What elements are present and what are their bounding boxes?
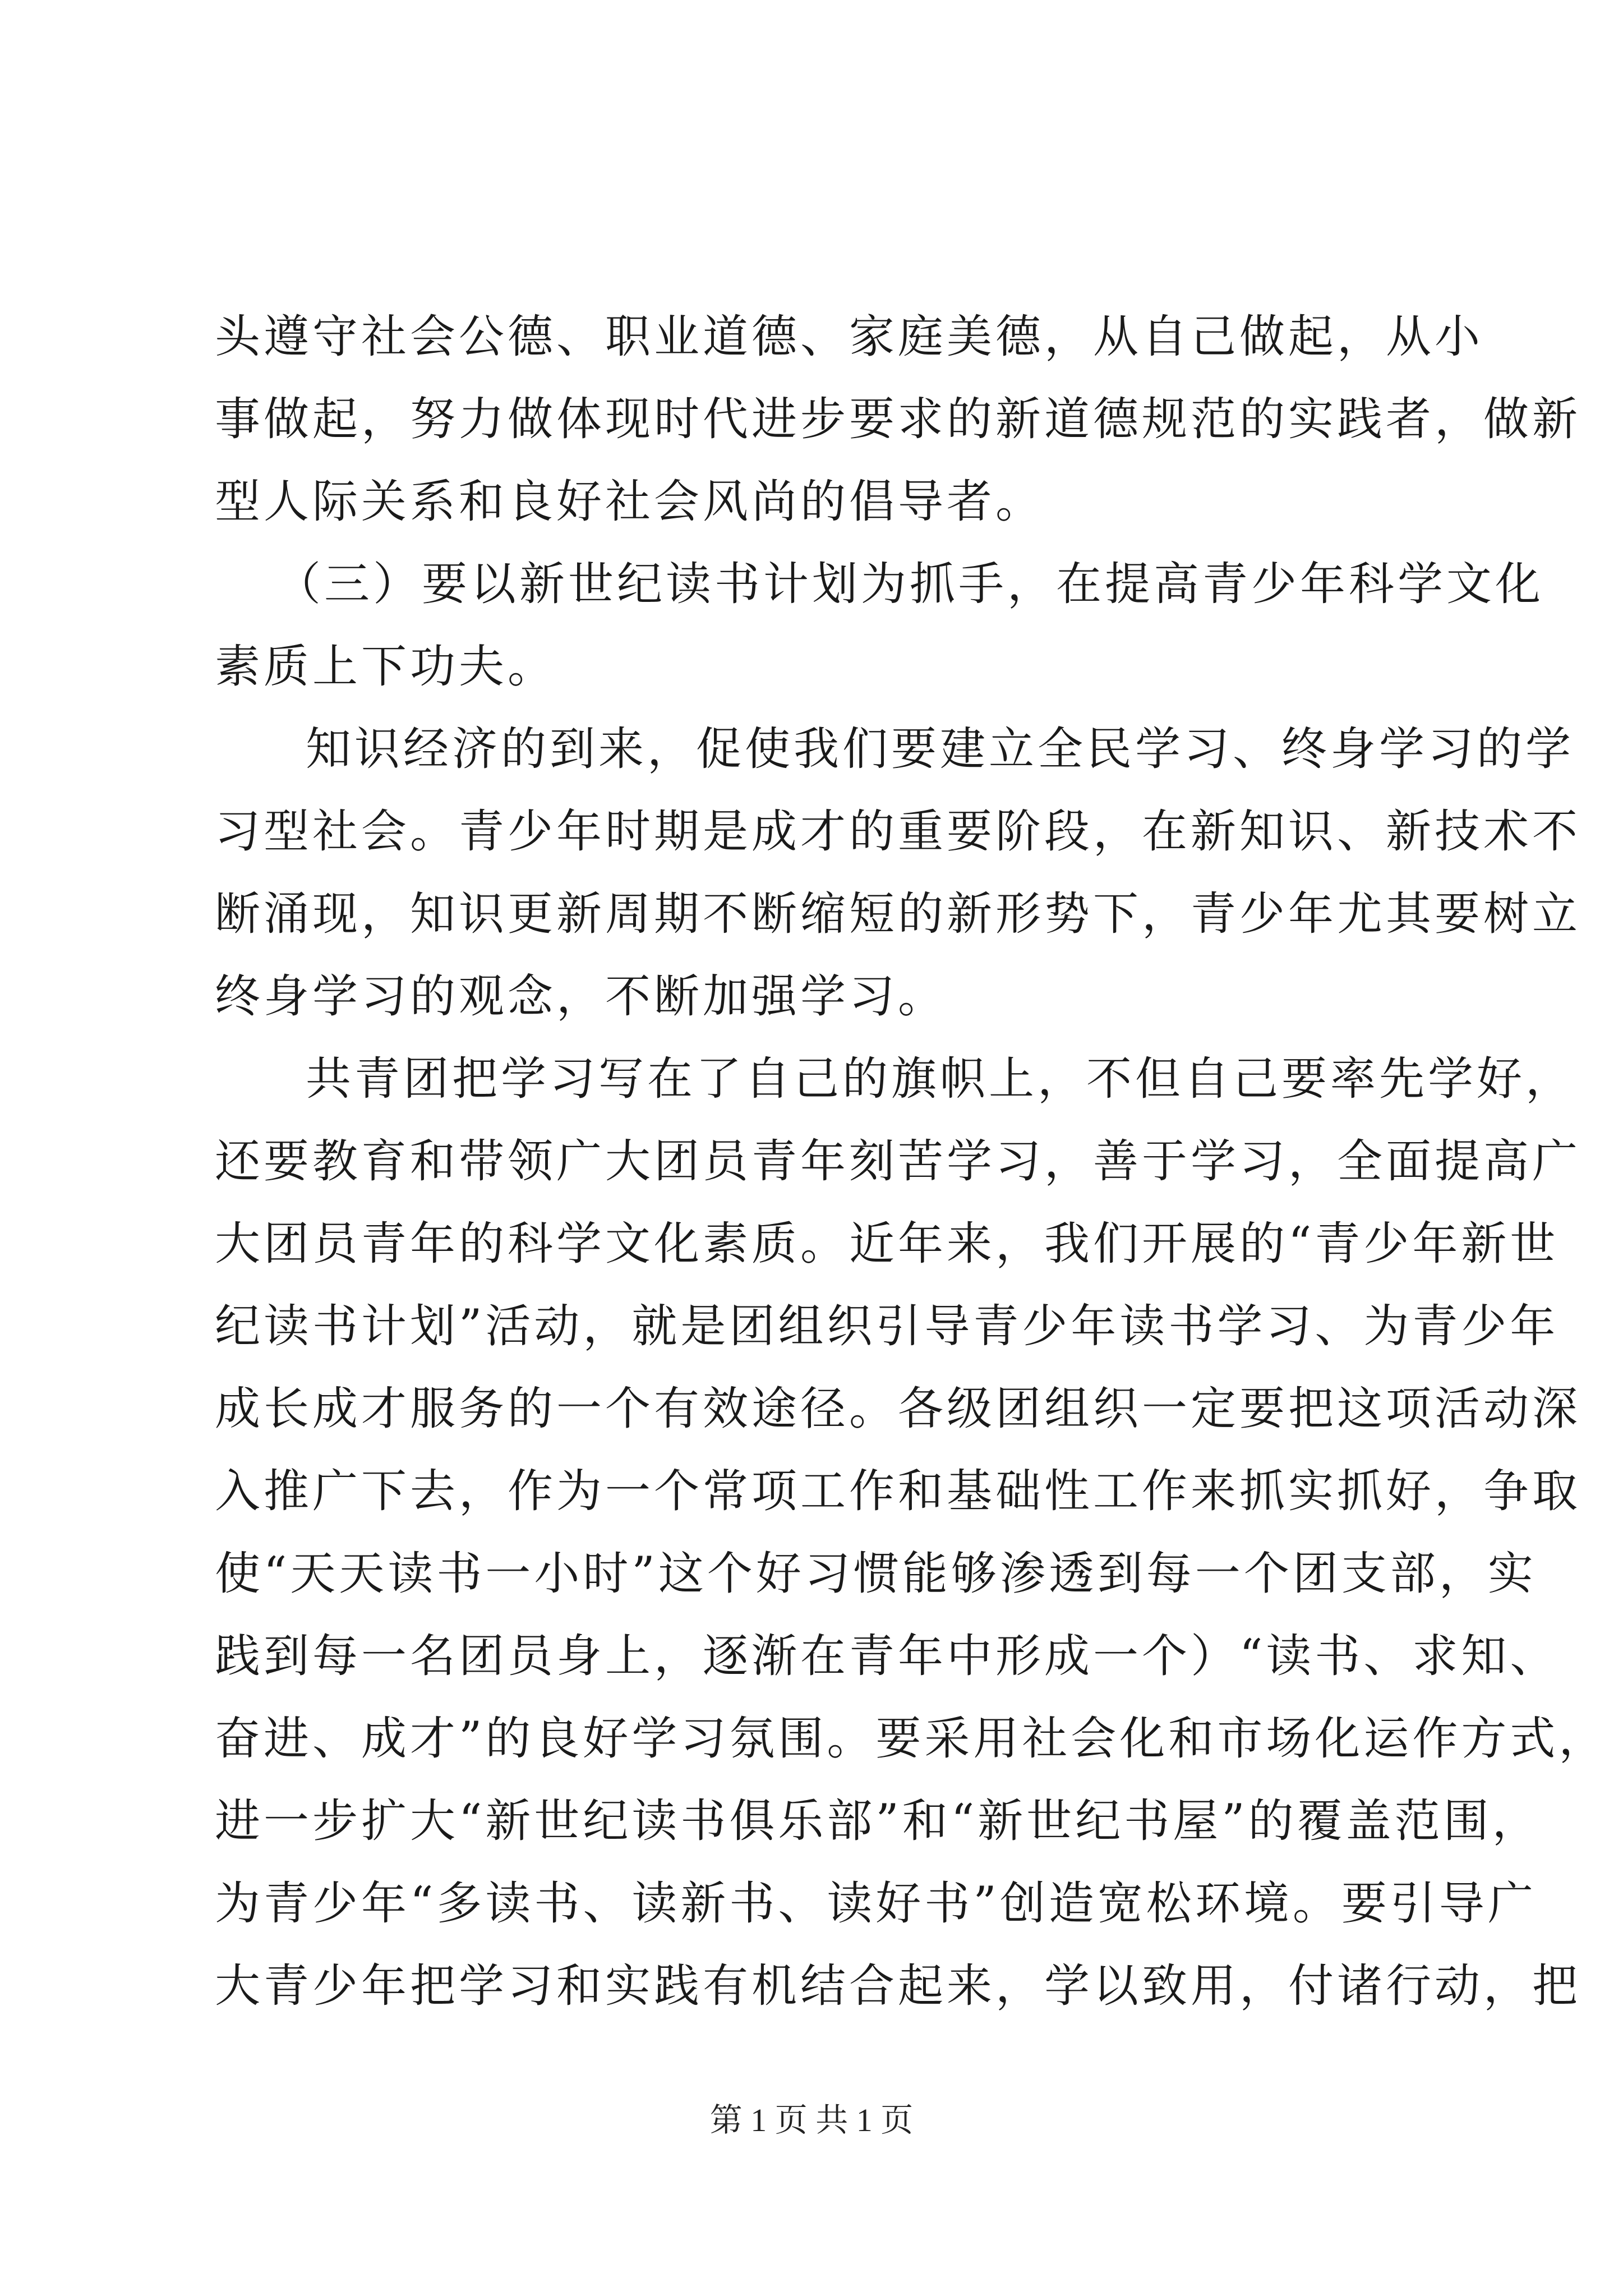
text-line: 为青少年“多读书、读新书、读好书”创造宽松环境。要引导广: [215, 1878, 1537, 1930]
section-heading-line: （三）要以新世纪读书计划为抓手，在提高青少年科学文化: [275, 558, 1544, 611]
text-line: 成长成才服务的一个有效途径。各级团组织一定要把这项活动深: [215, 1383, 1581, 1435]
page-footer: [0, 2101, 1623, 2140]
text-line: 进一步扩大“新世纪读书俱乐部”和“新世纪书屋”的覆盖范围，: [215, 1795, 1541, 1848]
text-line: 入推广下去，作为一个常项工作和基础性工作来抓实抓好，争取: [215, 1465, 1581, 1518]
text-line: 践到每一名团员身上，逐渐在青年中形成一个）“读书、求知、: [215, 1630, 1559, 1683]
text-line: 头遵守社会公德、职业道德、家庭美德，从自己做起，从小: [215, 311, 1484, 364]
text-line: 断涌现，知识更新周期不断缩短的新形势下，青少年尤其要树立: [215, 888, 1581, 941]
text-line: 共青团把学习写在了自己的旗帜上，不但自己要率先学好，: [306, 1053, 1575, 1106]
text-line: 还要教育和带领广大团员青年刻苦学习，善于学习，全面提高广: [215, 1135, 1581, 1188]
text-line: 事做起，努力做体现时代进步要求的新道德规范的实践者，做新: [215, 393, 1581, 446]
document-body: [215, 296, 1608, 2028]
text-line: 型人际关系和良好社会风尚的倡导者。: [215, 476, 1045, 528]
text-line: 使“天天读书一小时”这个好习惯能够渗透到每一个团支部，实: [215, 1548, 1537, 1600]
text-line: 习型社会。青少年时期是成才的重要阶段，在新知识、新技术不: [215, 806, 1581, 858]
text-line: 纪读书计划”活动，就是团组织引导青少年读书学习、为青少年: [215, 1300, 1559, 1353]
page-number-label: 第 1 页 共 1 页: [709, 2102, 914, 2138]
section-heading-line: 素质上下功夫。: [215, 641, 557, 693]
text-line: 大团员青年的科学文化素质。近年来，我们开展的“青少年新世: [215, 1218, 1559, 1271]
text-line: 奋进、成才”的良好学习氛围。要采用社会化和市场化运作方式，: [215, 1713, 1608, 1765]
text-line: 知识经济的到来，促使我们要建立全民学习、终身学习的学: [306, 723, 1575, 776]
text-line: 大青少年把学习和实践有机结合起来，学以致用，付诸行动，把: [215, 1960, 1581, 2013]
text-line: 终身学习的观念，不断加强学习。: [215, 970, 947, 1023]
